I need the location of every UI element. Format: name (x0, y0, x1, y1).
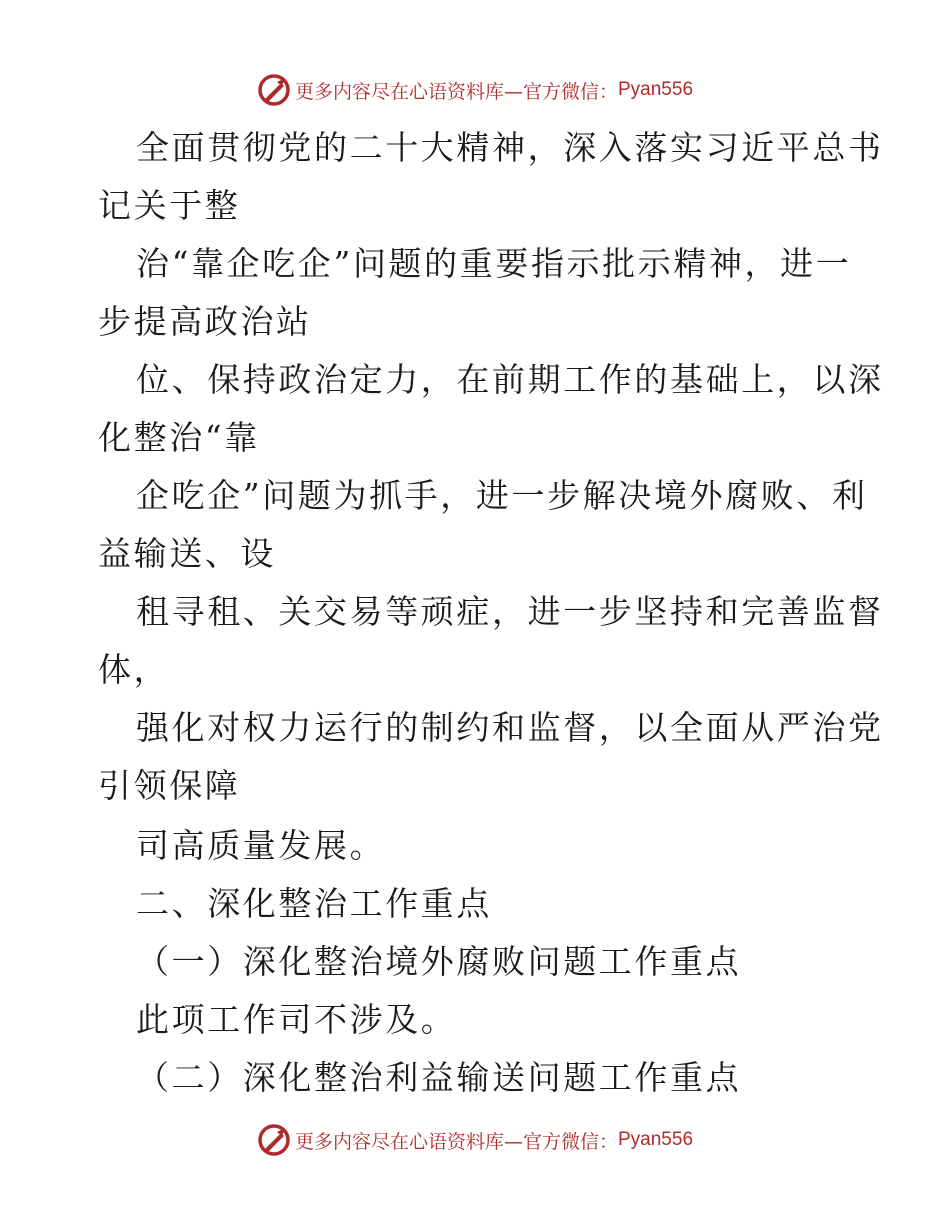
watermark-text: 更多内容尽在心语资料库—官方微信： (294, 1130, 618, 1153)
paragraph-line: 租寻租、关交易等顽症，进一步坚持和完善监督 (136, 592, 884, 631)
paragraph-line: 治“靠企吃企”问题的重要指示批示精神，进一 (136, 244, 852, 283)
watermark-id: Pyan556 (618, 79, 694, 100)
paragraph-line: 全面贯彻党的二十大精神，深入落实习近平总书 (136, 128, 884, 167)
pen-logo-icon (257, 73, 291, 107)
watermark-id: Pyan556 (618, 1129, 694, 1150)
watermark-footer (0, 1120, 950, 1160)
paragraph-line: 企吃企”问题为抓手，进一步解决境外腐败、利 (136, 476, 868, 515)
paragraph-line: 化整治“靠 (98, 418, 260, 457)
subsection-heading: （二）深化整治利益输送问题工作重点 (136, 1058, 742, 1097)
pen-logo-icon (257, 1123, 291, 1157)
paragraph-line: 引领保障 (98, 766, 241, 805)
paragraph-line: 步提高政治站 (98, 302, 312, 341)
paragraph-line: 司高质量发展。 (136, 826, 386, 865)
paragraph-line: 位、保持政治定力，在前期工作的基础上，以深 (136, 360, 884, 399)
paragraph-line: 益输送、设 (98, 534, 276, 573)
watermark-header (0, 70, 950, 110)
paragraph-line: 强化对权力运行的制约和监督，以全面从严治党 (136, 708, 884, 747)
watermark-text: 更多内容尽在心语资料库—官方微信： (294, 80, 618, 103)
paragraph-line: 记关于整 (98, 186, 241, 225)
subsection-heading: （一）深化整治境外腐败问题工作重点 (136, 942, 742, 981)
paragraph-line: 体， (98, 650, 170, 689)
section-heading: 二、深化整治工作重点 (136, 884, 492, 923)
paragraph-line: 此项工作司不涉及。 (136, 1000, 457, 1039)
